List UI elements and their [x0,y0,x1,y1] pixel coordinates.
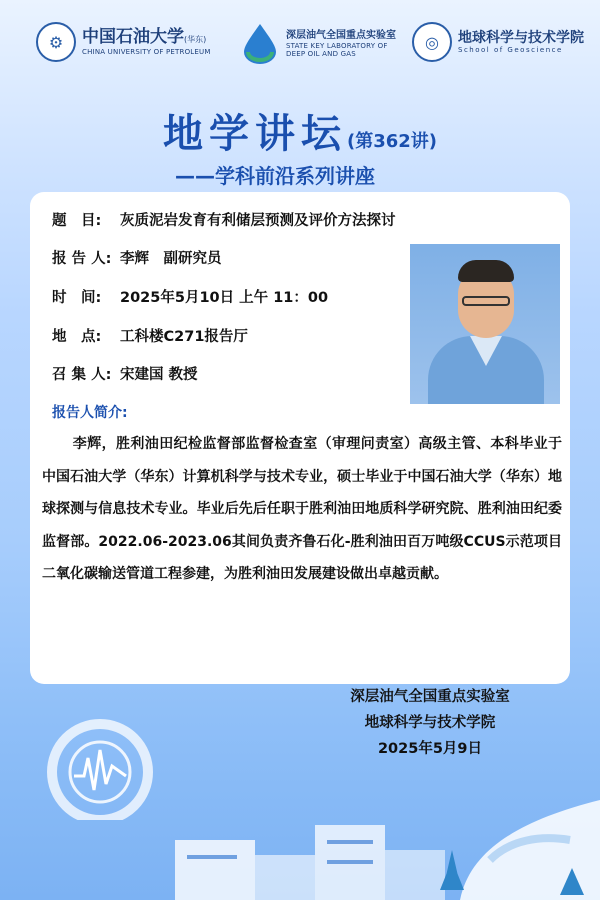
page-title [163,102,437,159]
signature-block [300,684,560,762]
place-label: 地 点: [52,329,102,345]
page-subtitle: ——学科前沿系列讲座 [175,164,375,188]
lecture-number: (第362讲) [346,131,438,152]
school-logo [412,22,584,62]
school-name: 地球科学与技术学院 [458,29,584,46]
ribbon-decoration [430,780,600,900]
upc-name: 中国石油大学 [82,27,184,48]
logo-bar [0,22,600,92]
topic-label: 题 目: [52,213,102,229]
forum-name: 地学讲坛 [162,111,347,157]
time-value: 2025年5月10日 上午 11：00 [120,290,329,306]
school-english-name: School of Geoscience [458,46,563,55]
oil-drop-icon [240,22,280,66]
upc-english-name: CHINA UNIVERSITY OF PETROLEUM [82,47,211,56]
title-block [0,102,600,159]
convener-row [52,363,198,384]
speaker-row [52,247,222,268]
lab-english-line1: STATE KEY LABORATORY OF [286,41,388,50]
place-value: 工科楼C271报告厅 [120,329,248,345]
speaker-label: 报 告 人: [52,251,112,267]
lab-name: 深层油气全国重点实验室 [286,30,396,42]
school-seal-watermark [30,710,180,820]
topic-row [52,209,396,230]
upc-branch: (华东) [184,35,207,45]
convener-value: 宋建国 教授 [120,367,198,383]
bio-text: 李辉，胜利油田纪检监督部监督检查室（审理问责室）高级主管、本科毕业于中国石油大学（华东）计算机科学与技术专业，硕士毕业于中国石油大学（华东）地球探测与信息技术专业。毕业后先后任职于胜利油田地质科学研究院、胜利油田纪委监督部。2022.06-2023.06其间负责齐鲁石化-胜利油田百万吨级CCUS示范项目二氧化碳输送管道工程参建，为胜利油田发展建设做出卓越贡献。 [42,436,562,582]
time-label: 时 间: [52,290,102,306]
signature-org-2: 地球科学与技术学院 [364,715,496,731]
time-row [52,286,328,307]
lab-english-line2: DEEP OIL AND GAS [286,49,356,58]
upc-logo [36,22,211,62]
signature-date: 2025年5月9日 [377,741,483,757]
lab-logo [240,22,396,66]
convener-label: 召 集 人: [52,367,112,383]
topic-value: 灰质泥岩发育有利储层预测及评价方法探讨 [120,213,396,229]
bio-heading: 报告人简介: [52,405,128,421]
signature-org-1: 深层油气全国重点实验室 [350,689,510,705]
place-row [52,325,248,346]
speaker-value: 李辉 副研究员 [120,251,222,267]
speaker-photo [410,244,560,404]
school-emblem-icon: ◎ [412,22,452,62]
upc-emblem-icon: ⚙ [36,22,76,62]
campus-skyline-decoration [175,800,445,900]
info-card [30,192,570,684]
